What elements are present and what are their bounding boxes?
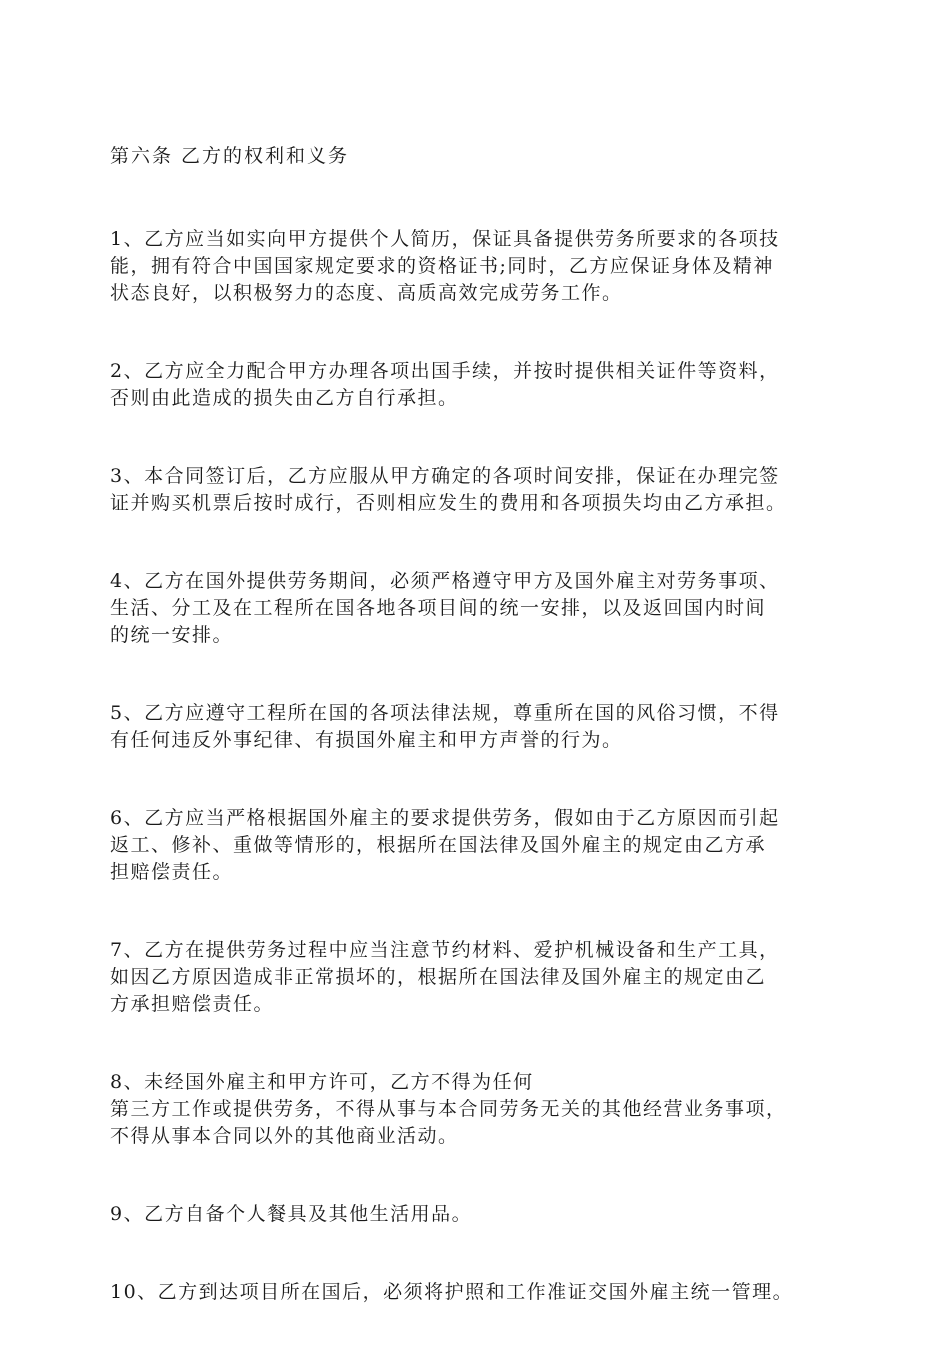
clause-line: 9、乙方自备个人餐具及其他生活用品。 xyxy=(110,1203,473,1225)
clause-line: 方承担赔偿责任。 xyxy=(110,993,275,1015)
clause-2 xyxy=(110,358,840,412)
clause-6 xyxy=(110,805,840,886)
clause-line: 6、乙方应当严格根据国外雇主的要求提供劳务，假如由于乙方原因而引起 xyxy=(110,807,780,829)
clause-line: 的统一安排。 xyxy=(110,624,234,646)
clause-line: 7、乙方在提供劳务过程中应当注意节约材料、爱护机械设备和生产工具， xyxy=(110,939,780,961)
clause-line: 5、乙方应遵守工程所在国的各项法律法规，尊重所在国的风俗习惯，不得 xyxy=(110,702,780,724)
clause-line: 有任何违反外事纪律、有损国外雇主和甲方声誉的行为。 xyxy=(110,729,623,751)
section-heading: 第六条 乙方的权利和义务 xyxy=(110,145,350,167)
clause-line: 担赔偿责任。 xyxy=(110,861,234,883)
clause-line: 不得从事本合同以外的其他商业活动。 xyxy=(110,1125,459,1147)
clause-line: 2、乙方应全力配合甲方办理各项出国手续，并按时提供相关证件等资料， xyxy=(110,360,780,382)
clause-line: 返工、修补、重做等情形的，根据所在国法律及国外雇主的规定由乙方承 xyxy=(110,834,767,856)
clause-4 xyxy=(110,568,840,649)
clause-5 xyxy=(110,700,840,754)
clause-line: 1、乙方应当如实向甲方提供个人简历，保证具备提供劳务所要求的各项技 xyxy=(110,228,780,250)
clause-line: 证并购买机票后按时成行，否则相应发生的费用和各项损失均由乙方承担。 xyxy=(110,492,787,514)
clause-line: 8、未经国外雇主和甲方许可，乙方不得为任何 xyxy=(110,1071,534,1093)
clause-1 xyxy=(110,226,840,307)
clause-line: 否则由此造成的损失由乙方自行承担。 xyxy=(110,387,459,409)
clause-9 xyxy=(110,1201,840,1228)
document-page xyxy=(110,143,840,1357)
clause-line: 3、本合同签订后，乙方应服从甲方确定的各项时间安排，保证在办理完签 xyxy=(110,465,780,487)
clause-3 xyxy=(110,463,840,517)
clause-8 xyxy=(110,1069,840,1150)
clause-line: 能，拥有符合中国国家规定要求的资格证书;同时，乙方应保证身体及精神 xyxy=(110,255,774,277)
clause-line: 10、乙方到达项目所在国后，必须将护照和工作准证交国外雇主统一管理。 xyxy=(110,1281,794,1303)
clause-7 xyxy=(110,937,840,1018)
clause-10 xyxy=(110,1279,840,1306)
clause-line: 生活、分工及在工程所在国各地各项目间的统一安排，以及返回国内时间 xyxy=(110,597,767,619)
clause-line: 4、乙方在国外提供劳务期间，必须严格遵守甲方及国外雇主对劳务事项、 xyxy=(110,570,780,592)
clause-line: 第三方工作或提供劳务，不得从事与本合同劳务无关的其他经营业务事项， xyxy=(110,1098,787,1120)
clause-line: 如因乙方原因造成非正常损坏的，根据所在国法律及国外雇主的规定由乙 xyxy=(110,966,767,988)
clause-line: 状态良好，以积极努力的态度、高质高效完成劳务工作。 xyxy=(110,282,623,304)
